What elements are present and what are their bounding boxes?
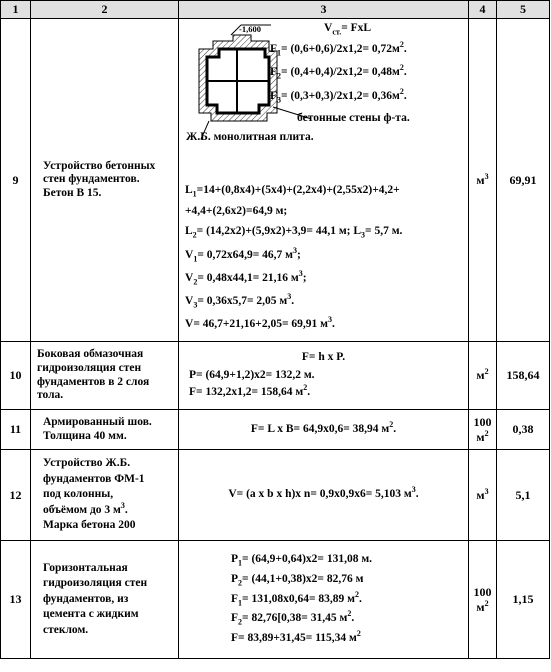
- formula-f1: $F_1= (0,6+0,6)/2x1,2= 0,72м^2$.: [270, 40, 407, 58]
- calculation-cell: F= h x P. P= (64,9+1,2)x2= 132,2 м. F= 132,2x1,2= 158,64 $м^2$.: [179, 342, 469, 410]
- col-header-5: 5: [497, 1, 550, 19]
- formula-f3: $F_3= (0,3+0,3)/2x1,2= 0,36м^2$.: [270, 87, 407, 105]
- col-header-2: 2: [31, 1, 179, 19]
- calculation-cell: [179, 19, 469, 342]
- calc-line-v-total: V= 46,7+21,16+2,05= 69,91 $м^3$.: [185, 315, 335, 330]
- col-header-3: 3: [179, 1, 469, 19]
- quantity-cell: 0,38: [497, 410, 550, 450]
- table-row-13: [1, 541, 550, 659]
- calculation-cell: V= (a x b x h)x n= 0,9x0,9x6= 5,103 $м^3$.: [179, 450, 469, 541]
- calculation-cell: F= L x B= 64,9x0,6= 38,94 $м^2$.: [179, 410, 469, 450]
- calc-line-l1-cont: +4,4+(2,6x2)=64,9 м;: [185, 205, 288, 217]
- row-number: 12: [1, 450, 31, 541]
- quantity-cell: 1,15: [497, 541, 550, 659]
- row-number: 11: [1, 410, 31, 450]
- calc-line-l1: $L_1=14+(0,8x4)+(5x4)+(2,2x4)+(2,55x2)+4,2+$: [185, 184, 400, 199]
- work-description: Армированный шов. Толщина 40 мм.: [31, 410, 179, 450]
- work-description: Горизонтальная гидроизоляция стен фундаментов, из цемента с жидким стеклом.: [31, 541, 179, 659]
- col-header-4: 4: [469, 1, 497, 19]
- work-description: Боковая обмазочная гидроизоляция стен фундаментов в 2 слоя тола.: [31, 342, 179, 410]
- level-mark: -1,600: [239, 24, 261, 34]
- unit-cell: $м^3$: [469, 450, 497, 541]
- quantity-cell: 69,91: [497, 19, 550, 342]
- foundation-section-drawing: [181, 21, 311, 146]
- work-description: Устройство Ж.Б. фундаментов ФМ-1 под колонны, объёмом до 3 $м^3$. Марка бетона 200: [31, 450, 179, 541]
- desc-line: Устройство бетонных: [43, 159, 156, 172]
- calc-line-l2: $L_2= (14,2x2)+(5,9x2)+3,9= 44,1$ м; $L_3= 5,7$ м.: [185, 225, 403, 240]
- calc-line-v2: $V_2= 0,48x44,1= 21,16$ $м^3$;: [185, 269, 307, 287]
- label-slab: Ж.Б. монолитная плита.: [186, 131, 314, 143]
- row-number: 9: [1, 19, 31, 342]
- quantity-cell: 5,1: [497, 450, 550, 541]
- formula-volume: $V_{ст.}=$ FxL: [324, 22, 372, 37]
- formula-f2: $F_2= (0,4+0,4)/2x1,2= 0,48м^2$.: [270, 63, 407, 81]
- row-number: 10: [1, 342, 31, 410]
- calculation-cell: $P_1= (64,9+0,64)x2= 131,08$ м. $P_2= (44,1+0,38)x2= 82,76$ м $F_1= 131,08x0,64= 83,89$ $м^2$. $F_2= 82,76[0,38= 31,45$ $м^2$. F= 83,89+31,45= 115,34 $м^2$: [179, 541, 469, 659]
- table-row-9: [1, 19, 550, 342]
- calc-line-v3: $V_3= 0,36x5,7= 2,05$ $м^3$.: [185, 292, 295, 310]
- desc-line: Бетон В 15.: [43, 186, 102, 199]
- calc-line-v1: $V_1= 0,72x64,9= 46,7$ $м^3$;: [185, 246, 301, 264]
- work-description: [31, 19, 179, 342]
- table-row-11: [1, 410, 550, 450]
- unit-cell: 100 $м^2$: [469, 541, 497, 659]
- col-header-1: 1: [1, 1, 31, 19]
- table-row-12: [1, 450, 550, 541]
- unit-cell: $м^2$: [469, 342, 497, 410]
- quantity-cell: 158,64: [497, 342, 550, 410]
- header-row: [1, 1, 550, 19]
- table-row-10: [1, 342, 550, 410]
- label-walls: бетонные стены ф-та.: [297, 112, 410, 124]
- row-number: 13: [1, 541, 31, 659]
- unit-cell: 100 $м^2$: [469, 410, 497, 450]
- desc-line: стен фундаментов.: [43, 173, 140, 186]
- unit-cell: $м^3$: [469, 19, 497, 342]
